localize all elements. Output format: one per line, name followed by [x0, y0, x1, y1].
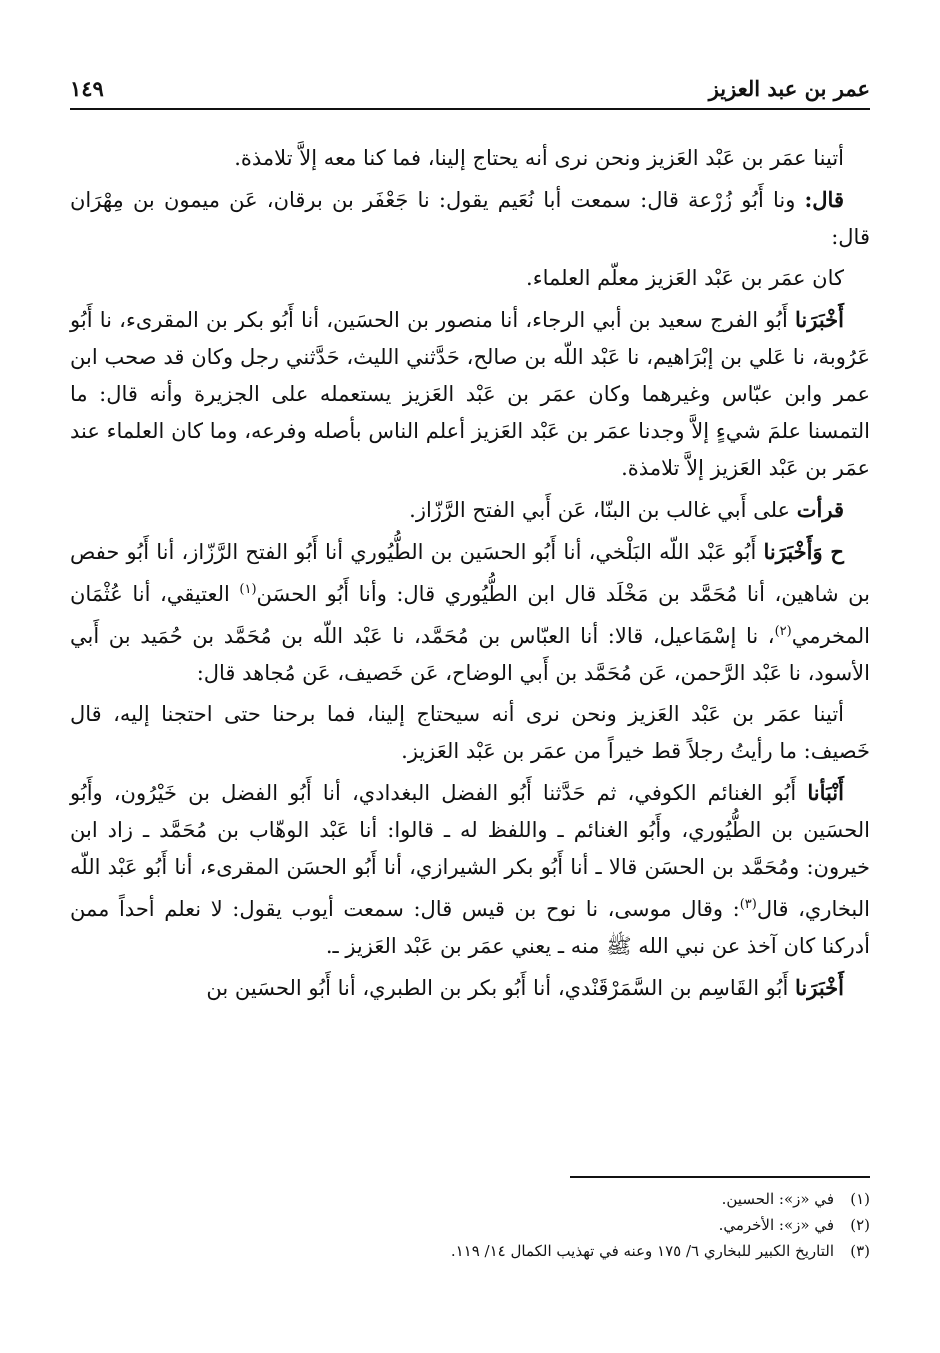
paragraph: [70, 140, 870, 177]
paragraph: [70, 533, 870, 692]
paragraph-text: على أَبي غالب بن البنّا، عَن أَبي الفتح الرَّزّاز.: [409, 498, 797, 522]
footnote: [70, 1212, 870, 1238]
body-text: [70, 140, 870, 1011]
transmission-keyword: أَنْبَأنا: [807, 780, 844, 805]
paragraph-text: أَبُو الغنائم الكوفي، ثم حَدَّثنا أَبُو الفضل البغدادي، أنا أَبُو الفضل بن خَيْرُون، وأَبُو الحسَين بن الطُّيُوري، وأَبُو الغنائم ـ واللفظ له ـ قالوا: أنا عَبْد الوهّاب بن مُحَمَّد ـ زاد ابن خيرون: ومُحَمَّد بن الحسَن قالا ـ أنا أَبُو بكر الشيرازي، أنا أَبُو الحسَن المقرىء، أنا أَبُو عَبْد اللّه البخاري، قال: [70, 781, 871, 921]
footnote-number: (٢): [850, 1216, 870, 1234]
transmission-keyword: قرأت: [796, 497, 844, 522]
paragraph-text: أَبُو القَاسِم بن السَّمَرْقَنْدي، أنا أَبُو بكر بن الطبري، أنا أَبُو الحسَين بن: [206, 976, 796, 1000]
paragraph-text: : وقال موسى، نا نوح بن قيس قال: سمعت أيوب يقول: لا نعلم أحداً ممن أدركنا كان آخذ عن نبي الله ﷺ منه ـ يعني عمَر بن عَبْد العَزيز ـ.: [70, 897, 870, 958]
footnote-text: في «ز»: الحسين.: [721, 1190, 834, 1208]
page: [70, 0, 870, 1353]
paragraph: [70, 181, 870, 256]
footnote-separator: [570, 1176, 870, 1178]
footnote-reference: (٣): [739, 897, 757, 912]
paragraph-text: أتينا عمَر بن عَبْد العَزيز ونحن نرى أنه يحتاج إلينا، فما كنا معه إلاَّ تلامذة.: [234, 146, 844, 170]
transmission-keyword: أَخْبَرَنا: [795, 307, 844, 332]
footnote-reference: (٢): [774, 624, 792, 639]
paragraph-text: أَبُو الفرج سعيد بن أبي الرجاء، أنا منصور بن الحسَين، أنا أَبُو بكر بن المقرىء، نا أَبُو عَرُوبة، نا عَلي بن إبْرَاهيم، نا عَبْد اللّه بن صالح، حَدَّثني الليث، حَدَّثني رجل وكان قد صحب ابن عمر وابن عبّاس وغيرهما وكان عمَر بن عَبْد العَزيز يستعمله على الجزيرة وأنه قال: ما التمسنا علمَ شيءٍ إلاَّ وجدنا عمَر بن عَبْد العَزيز أعلم الناس بأصله وفرعه، وما كان العلماء عند عمَر بن عَبْد العَزيز إلاَّ تلامذة.: [70, 308, 870, 480]
footnote-number: (١): [850, 1190, 870, 1208]
footnotes: [70, 1186, 870, 1264]
paragraph: [70, 774, 870, 965]
paragraph: [70, 260, 870, 297]
paragraph: [70, 969, 870, 1007]
page-number: ١٤٩: [70, 75, 104, 101]
transmission-keyword: أَخْبَرَنا: [795, 975, 844, 1000]
footnote-text: التاريخ الكبير للبخاري ٦/ ١٧٥ وعنه في تهذيب الكمال ١٤/ ١١٩.: [450, 1242, 834, 1260]
footnote-number: (٣): [850, 1242, 870, 1260]
paragraph: [70, 301, 870, 487]
footnote-text: في «ز»: الأخرمي.: [718, 1216, 834, 1234]
footnote-reference: (١): [239, 582, 257, 597]
paragraph-text: ، نا إسْمَاعيل، قالا: أنا العبّاس بن مُحَمَّد، نا عَبْد اللّه بن مُحَمَّد بن حُمَيد بن أَبي الأسود، نا عَبْد الرَّحمن، عَن مُحَمَّد بن أَبي الوضاح، عَن خَصيف، عَن مُجاهد قال:: [70, 624, 870, 685]
running-title: عمر بن عبد العزيز: [708, 75, 870, 101]
running-header: [70, 68, 870, 110]
footnote: [70, 1238, 870, 1264]
paragraph: [70, 491, 870, 529]
footnote: [70, 1186, 870, 1212]
transmission-keyword: ح وَأَخْبَرَنا: [763, 539, 844, 564]
paragraph-text: أتينا عمَر بن عَبْد العَزيز ونحن نرى أنه سيحتاج إلينا، فما برحنا حتى احتجنا إليه، قال خَصيف: ما رأيتُ رجلاً قط خيراً من عمَر بن عَبْد العَزيز.: [70, 702, 870, 763]
paragraph-text: العتيقي، أنا عُثْمَان المخرمي: [70, 582, 870, 648]
paragraph: [70, 696, 870, 770]
paragraph-text: أَبُو عَبْد اللّه البَلْخي، أنا أَبُو الحسَين بن الطُّيُوري أنا أَبُو الفتح الرَّزّاز، أنا أَبُو حفص بن شاهين، أنا مُحَمَّد بن مَخْلَد قال ابن الطُّيُوري قال: وأنا أَبُو الحسَن: [70, 540, 871, 606]
paragraph-text: ونا أَبُو زُرْعة قال: سمعت أبا نُعَيم يقول: نا جَعْفَر بن برقان، عَن ميمون بن مِهْرَان قال:: [70, 188, 870, 249]
transmission-keyword: قال:: [804, 187, 844, 212]
paragraph-text: كان عمَر بن عَبْد العَزيز معلّم العلماء.: [526, 266, 844, 290]
